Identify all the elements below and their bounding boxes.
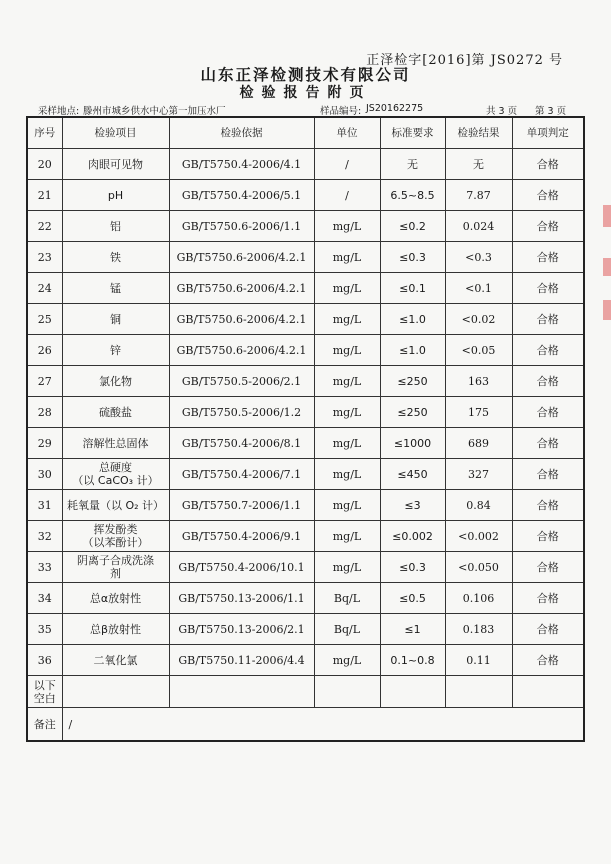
unit: mg/L bbox=[314, 273, 380, 304]
row-number: 26 bbox=[27, 335, 62, 366]
info-line bbox=[38, 103, 571, 117]
standard-limit: ≤3 bbox=[380, 490, 445, 521]
item-name: 硫酸盐 bbox=[62, 397, 169, 428]
item-name: 氯化物 bbox=[62, 366, 169, 397]
row-number: 20 bbox=[27, 149, 62, 180]
standard-limit: ≤1000 bbox=[380, 428, 445, 459]
unit: mg/L bbox=[314, 552, 380, 583]
unit: mg/L bbox=[314, 490, 380, 521]
standard-limit: ≤0.3 bbox=[380, 242, 445, 273]
report-title: 检验报告附页 bbox=[239, 85, 372, 101]
note-label: 备注 bbox=[27, 708, 62, 742]
item-name: 铜 bbox=[62, 304, 169, 335]
test-method: GB/T5750.6-2006/4.2.1 bbox=[169, 242, 314, 273]
item-name: 挥发酚类 （以苯酚计） bbox=[62, 521, 169, 552]
table-header-row bbox=[27, 117, 584, 149]
test-method: GB/T5750.4-2006/4.1 bbox=[169, 149, 314, 180]
page-number: 第 3 页 bbox=[535, 106, 567, 117]
table-row bbox=[27, 614, 584, 645]
test-method: GB/T5750.13-2006/2.1 bbox=[169, 614, 314, 645]
row-number: 36 bbox=[27, 645, 62, 676]
unit: mg/L bbox=[314, 304, 380, 335]
item-name: 溶解性总固体 bbox=[62, 428, 169, 459]
test-result: 175 bbox=[445, 397, 512, 428]
unit: mg/L bbox=[314, 521, 380, 552]
standard-limit: ≤450 bbox=[380, 459, 445, 490]
test-method: GB/T5750.4-2006/8.1 bbox=[169, 428, 314, 459]
standard-limit: ≤1.0 bbox=[380, 335, 445, 366]
unit: mg/L bbox=[314, 397, 380, 428]
table-row bbox=[27, 552, 584, 583]
test-result: 0.106 bbox=[445, 583, 512, 614]
row-number: 25 bbox=[27, 304, 62, 335]
test-method: GB/T5750.5-2006/1.2 bbox=[169, 397, 314, 428]
item-name: 总硬度 （以 CaCO₃ 计） bbox=[62, 459, 169, 490]
verdict: 合格 bbox=[512, 490, 584, 521]
verdict: 合格 bbox=[512, 552, 584, 583]
test-method: GB/T5750.5-2006/2.1 bbox=[169, 366, 314, 397]
header-item: 检验项目 bbox=[62, 117, 169, 149]
company-name: 山东正泽检测技术有限公司 bbox=[200, 66, 411, 84]
blank-row bbox=[27, 676, 584, 708]
test-method: GB/T5750.4-2006/5.1 bbox=[169, 180, 314, 211]
item-name: 肉眼可见物 bbox=[62, 149, 169, 180]
row-number: 31 bbox=[27, 490, 62, 521]
table-row bbox=[27, 304, 584, 335]
test-result: <0.05 bbox=[445, 335, 512, 366]
item-name: 二氧化氯 bbox=[62, 645, 169, 676]
standard-limit: ≤0.2 bbox=[380, 211, 445, 242]
test-result: 163 bbox=[445, 366, 512, 397]
table-row bbox=[27, 242, 584, 273]
red-stamp-mark bbox=[603, 258, 611, 276]
total-pages: 共 3 页 bbox=[486, 106, 518, 117]
test-result: 0.11 bbox=[445, 645, 512, 676]
row-number: 32 bbox=[27, 521, 62, 552]
row-number: 34 bbox=[27, 583, 62, 614]
row-number: 22 bbox=[27, 211, 62, 242]
unit: Bq/L bbox=[314, 583, 380, 614]
note-row bbox=[27, 708, 584, 742]
test-method: GB/T5750.13-2006/1.1 bbox=[169, 583, 314, 614]
item-name: 铁 bbox=[62, 242, 169, 273]
row-number: 35 bbox=[27, 614, 62, 645]
item-name: 锰 bbox=[62, 273, 169, 304]
unit: mg/L bbox=[314, 366, 380, 397]
verdict: 合格 bbox=[512, 397, 584, 428]
item-name: 耗氧量（以 O₂ 计） bbox=[62, 490, 169, 521]
row-number: 24 bbox=[27, 273, 62, 304]
sampling-label: 采样地点: bbox=[38, 106, 80, 117]
table-row bbox=[27, 211, 584, 242]
row-number: 28 bbox=[27, 397, 62, 428]
verdict: 合格 bbox=[512, 180, 584, 211]
table-row bbox=[27, 397, 584, 428]
verdict: 合格 bbox=[512, 366, 584, 397]
test-result: <0.1 bbox=[445, 273, 512, 304]
header-unit: 单位 bbox=[314, 117, 380, 149]
verdict: 合格 bbox=[512, 428, 584, 459]
verdict: 合格 bbox=[512, 645, 584, 676]
test-result: 327 bbox=[445, 459, 512, 490]
unit: mg/L bbox=[314, 459, 380, 490]
sample-no: JS20162275 bbox=[366, 103, 424, 114]
document-number: 正泽检字[2016]第 JS0272 号 bbox=[366, 53, 563, 68]
verdict: 合格 bbox=[512, 304, 584, 335]
test-method: GB/T5750.6-2006/4.2.1 bbox=[169, 304, 314, 335]
header-result: 检验结果 bbox=[445, 117, 512, 149]
standard-limit: ≤0.002 bbox=[380, 521, 445, 552]
test-method: GB/T5750.4-2006/10.1 bbox=[169, 552, 314, 583]
header-standard: 标准要求 bbox=[380, 117, 445, 149]
standard-limit: 0.1~0.8 bbox=[380, 645, 445, 676]
red-stamp-mark bbox=[603, 300, 611, 320]
note-value: / bbox=[62, 708, 584, 742]
test-method: GB/T5750.6-2006/4.2.1 bbox=[169, 335, 314, 366]
item-name: pH bbox=[62, 180, 169, 211]
unit: / bbox=[314, 180, 380, 211]
sampling-site: 滕州市城乡供水中心第一加压水厂 bbox=[83, 106, 226, 117]
table-row bbox=[27, 149, 584, 180]
verdict: 合格 bbox=[512, 583, 584, 614]
header-no: 序号 bbox=[27, 117, 62, 149]
item-name: 总α放射性 bbox=[62, 583, 169, 614]
test-method: GB/T5750.7-2006/1.1 bbox=[169, 490, 314, 521]
test-method: GB/T5750.6-2006/1.1 bbox=[169, 211, 314, 242]
item-name: 阴离子合成洗涤 剂 bbox=[62, 552, 169, 583]
table-row bbox=[27, 583, 584, 614]
verdict: 合格 bbox=[512, 335, 584, 366]
row-number: 30 bbox=[27, 459, 62, 490]
test-result: 7.87 bbox=[445, 180, 512, 211]
row-number: 29 bbox=[27, 428, 62, 459]
unit: mg/L bbox=[314, 335, 380, 366]
table-row bbox=[27, 521, 584, 552]
header-verdict: 单项判定 bbox=[512, 117, 584, 149]
standard-limit: ≤0.3 bbox=[380, 552, 445, 583]
table-row bbox=[27, 459, 584, 490]
table-row bbox=[27, 335, 584, 366]
test-result: 689 bbox=[445, 428, 512, 459]
table-row bbox=[27, 645, 584, 676]
verdict: 合格 bbox=[512, 273, 584, 304]
standard-limit: 6.5~8.5 bbox=[380, 180, 445, 211]
sample-no-label: 样品编号: bbox=[320, 106, 362, 117]
red-stamp-mark bbox=[603, 205, 611, 227]
standard-limit: 无 bbox=[380, 149, 445, 180]
standard-limit: ≤250 bbox=[380, 366, 445, 397]
test-method: GB/T5750.4-2006/7.1 bbox=[169, 459, 314, 490]
item-name: 锌 bbox=[62, 335, 169, 366]
unit: Bq/L bbox=[314, 614, 380, 645]
table-row bbox=[27, 366, 584, 397]
test-result: 无 bbox=[445, 149, 512, 180]
verdict: 合格 bbox=[512, 149, 584, 180]
table-row bbox=[27, 273, 584, 304]
blank-label: 以下 空白 bbox=[27, 676, 62, 708]
test-result: <0.02 bbox=[445, 304, 512, 335]
unit: mg/L bbox=[314, 242, 380, 273]
item-name: 总β放射性 bbox=[62, 614, 169, 645]
standard-limit: ≤0.1 bbox=[380, 273, 445, 304]
unit: / bbox=[314, 149, 380, 180]
test-result: 0.183 bbox=[445, 614, 512, 645]
row-number: 23 bbox=[27, 242, 62, 273]
test-result: <0.3 bbox=[445, 242, 512, 273]
unit: mg/L bbox=[314, 645, 380, 676]
standard-limit: ≤0.5 bbox=[380, 583, 445, 614]
row-number: 21 bbox=[27, 180, 62, 211]
test-result: 0.84 bbox=[445, 490, 512, 521]
verdict: 合格 bbox=[512, 242, 584, 273]
table-row bbox=[27, 428, 584, 459]
standard-limit: ≤250 bbox=[380, 397, 445, 428]
table-row bbox=[27, 180, 584, 211]
test-result: <0.002 bbox=[445, 521, 512, 552]
header-method: 检验依据 bbox=[169, 117, 314, 149]
test-method: GB/T5750.11-2006/4.4 bbox=[169, 645, 314, 676]
unit: mg/L bbox=[314, 211, 380, 242]
verdict: 合格 bbox=[512, 521, 584, 552]
verdict: 合格 bbox=[512, 211, 584, 242]
verdict: 合格 bbox=[512, 614, 584, 645]
standard-limit: ≤1 bbox=[380, 614, 445, 645]
test-result: 0.024 bbox=[445, 211, 512, 242]
results-table bbox=[26, 116, 585, 742]
test-method: GB/T5750.4-2006/9.1 bbox=[169, 521, 314, 552]
standard-limit: ≤1.0 bbox=[380, 304, 445, 335]
test-result: <0.050 bbox=[445, 552, 512, 583]
item-name: 铝 bbox=[62, 211, 169, 242]
row-number: 33 bbox=[27, 552, 62, 583]
verdict: 合格 bbox=[512, 459, 584, 490]
table-row bbox=[27, 490, 584, 521]
test-method: GB/T5750.6-2006/4.2.1 bbox=[169, 273, 314, 304]
unit: mg/L bbox=[314, 428, 380, 459]
row-number: 27 bbox=[27, 366, 62, 397]
